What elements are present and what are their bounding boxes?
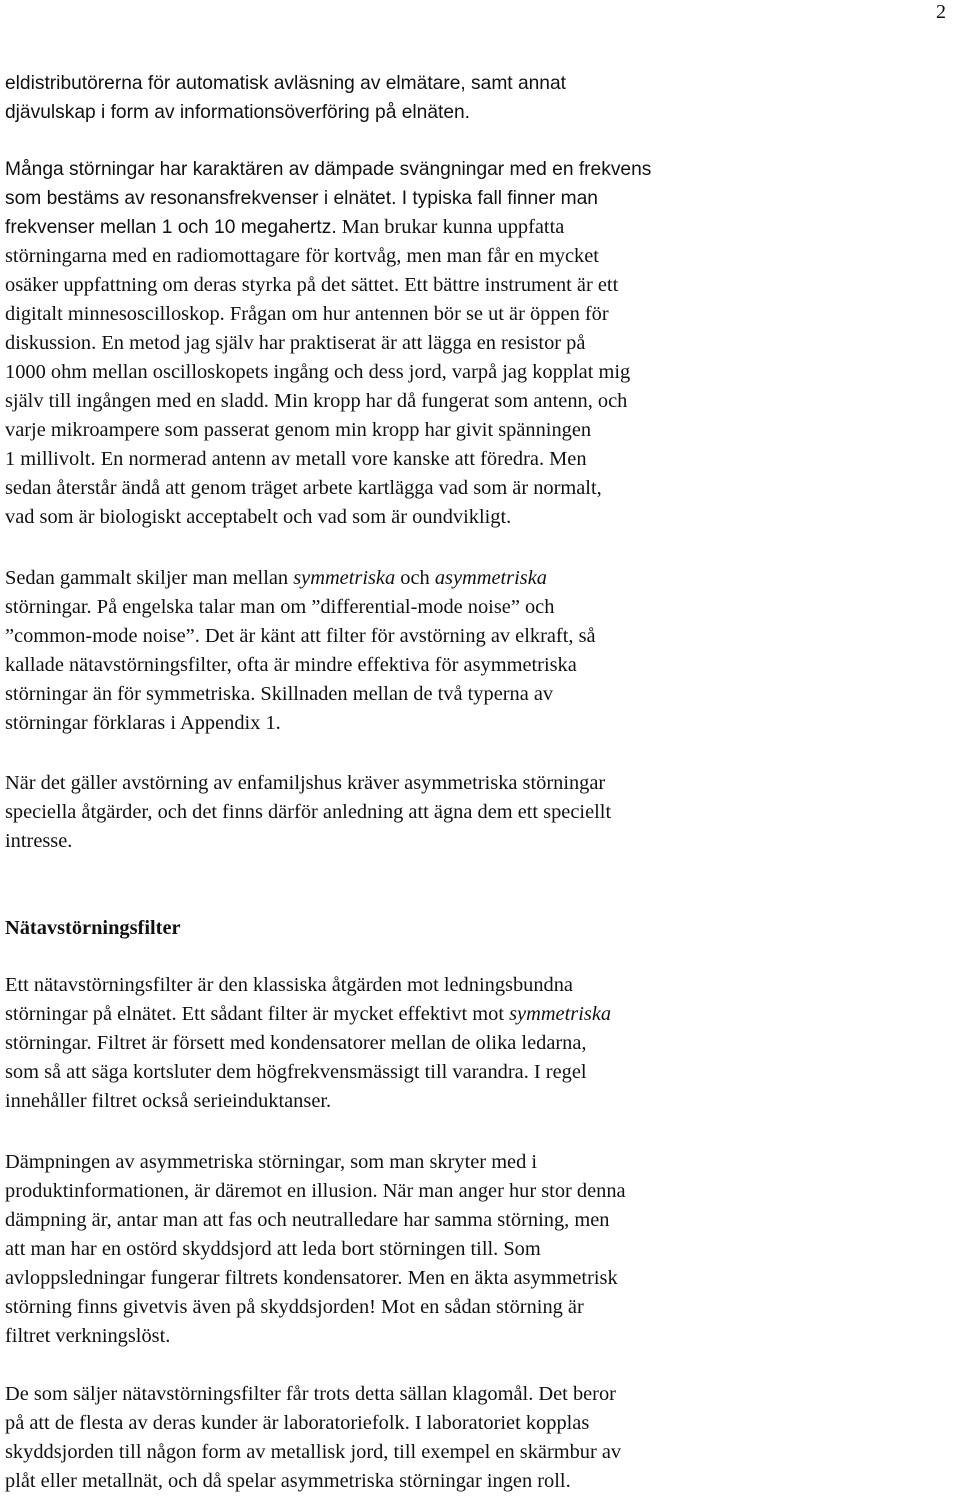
text-line: störningar. Filtret är försett med kondensatorer mellan de olika ledarna,: [5, 1032, 587, 1054]
paragraph-damping: [5, 1148, 950, 1351]
text-line: att man har en ostörd skyddsjord att leda bort störningen till. Som: [5, 1238, 541, 1260]
text-line: störningar. På engelska talar man om ”differential-mode noise” och: [5, 596, 555, 618]
text-line: innehåller filtret också serieinduktanser.: [5, 1090, 332, 1112]
text-line: avloppsledningar fungerar filtrets kondensatorer. Men en äkta asymmetrisk: [5, 1267, 618, 1289]
text-line: störningar förklaras i Appendix 1.: [5, 712, 281, 734]
text-line: vad som är biologiskt acceptabelt och vad som är oundvikligt.: [5, 506, 512, 528]
paragraph-intro: [5, 69, 950, 127]
text-line: [5, 564, 950, 593]
text-run: En metod jag själv har praktiserat är att lägga en resistor på: [96, 332, 586, 354]
text-line: speciella åtgärder, och det finns därför anledning att ägna dem ett speciellt: [5, 801, 612, 823]
text-line: Ett nätavstörningsfilter är den klassiska åtgärden mot ledningsbundna: [5, 974, 573, 996]
text-line: De som säljer nätavstörningsfilter får trots detta sällan klagomål. Det beror: [5, 1383, 616, 1405]
emphasis-symmetric: symmetriska: [293, 567, 396, 589]
text-run: frekvenser mellan 1 och 10 megahertz.: [5, 217, 337, 238]
page-number: 2: [936, 1, 946, 23]
text-line: 1000 ohm mellan oscilloskopets ingång och dess jord, varpå jag kopplat mig: [5, 361, 631, 383]
text-line: [5, 213, 950, 242]
text-line: [5, 387, 950, 416]
emphasis-asymmetric: asymmetriska: [434, 567, 547, 589]
text-line: djävulskap i form av informationsöverföring på elnäten.: [5, 102, 471, 123]
text-line: Dämpningen av asymmetriska störningar, som man skryter med i: [5, 1151, 538, 1173]
text-line: som så att säga kortsluter dem högfrekvensmässigt till varandra. I regel: [5, 1061, 587, 1083]
text-line: eldistributörerna för automatisk avläsning av elmätare, samt annat: [5, 73, 566, 94]
text-line: osäker uppfattning om deras styrka på det sättet. Ett bättre instrument är ett: [5, 274, 619, 296]
paragraph-symmetric: [5, 564, 950, 738]
text-line: produktinformationen, är däremot en illusion. När man anger hur stor denna: [5, 1180, 626, 1202]
text-run: Sedan gammalt skiljer man mellan: [5, 567, 294, 589]
text-line: störningarna med en radiomottagare för kortvåg, men man får en mycket: [5, 245, 599, 267]
text-line: på att de flesta av deras kunder är laboratoriefolk. I laboratoriet kopplas: [5, 1412, 590, 1434]
text-run: störningar på elnätet. Ett sådant filter är mycket effektivt mot: [5, 1003, 510, 1025]
text-line: varje mikroampere som passerat genom min kropp har givit spänningen: [5, 419, 592, 441]
text-line: [5, 1000, 950, 1029]
text-line: digitalt minnesoscilloskop. Frågan om hur antennen bör se ut är öppen för: [5, 303, 609, 325]
paragraph-disturbances: [5, 155, 950, 532]
paragraph-filter: [5, 971, 950, 1116]
text-run: Min kropp har då fungerat som antenn, och: [268, 390, 628, 412]
text-line: som bestäms av resonansfrekvenser i elnätet. I typiska fall finner man: [5, 188, 598, 209]
text-run: och: [395, 567, 435, 589]
text-line: sedan återstår ändå att genom träget arbete kartlägga vad som är normalt,: [5, 477, 602, 499]
text-line: plåt eller metallnät, och då spelar asymmetriska störningar ingen roll.: [5, 1470, 571, 1492]
text-line: intresse.: [5, 830, 73, 852]
text-line: störning finns givetvis även på skyddsjorden! Mot en sådan störning är: [5, 1296, 584, 1318]
text-line: störningar än för symmetriska. Skillnaden mellan de två typerna av: [5, 683, 554, 705]
text-run: själv till ingången med en sladd.: [5, 390, 269, 412]
paragraph-sellers: [5, 1380, 950, 1496]
text-line: När det gäller avstörning av enfamiljshus kräver asymmetriska störningar: [5, 772, 606, 794]
section-heading: Nätavstörningsfilter: [5, 917, 181, 939]
emphasis-symmetric: symmetriska: [509, 1003, 612, 1025]
text-line: 1 millivolt. En normerad antenn av metall vore kanske att föredra. Men: [5, 448, 587, 470]
text-run: Man brukar kunna uppfatta: [336, 216, 565, 238]
text-line: ”common-mode noise”. Det är känt att filter för avstörning av elkraft, så: [5, 625, 596, 647]
text-line: skyddsjorden till någon form av metallisk jord, till exempel en skärmbur av: [5, 1441, 622, 1463]
text-line: [5, 329, 950, 358]
text-line: Många störningar har karaktären av dämpade svängningar med en frekvens: [5, 159, 652, 180]
paragraph-single-family: [5, 769, 950, 856]
text-line: filtret verkningslöst.: [5, 1325, 171, 1347]
text-line: kallade nätavstörningsfilter, ofta är mindre effektiva för asymmetriska: [5, 654, 577, 676]
text-run: diskussion.: [5, 332, 97, 354]
text-line: dämpning är, antar man att fas och neutralledare har samma störning, men: [5, 1209, 610, 1231]
